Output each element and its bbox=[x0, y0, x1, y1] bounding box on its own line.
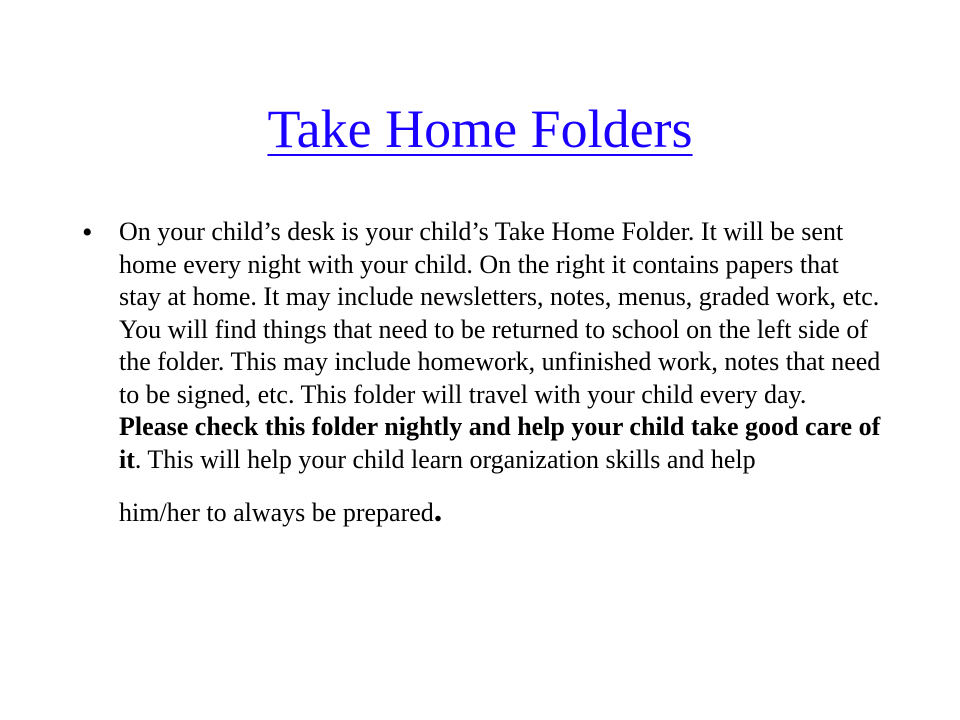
bullet-text-tail-line bbox=[119, 492, 882, 530]
bullet-text-bold: Please check this folder nightly and help your child take good care of it bbox=[119, 412, 881, 474]
title-link[interactable]: Take Home Folders bbox=[267, 99, 693, 159]
bullet-text bbox=[119, 216, 882, 530]
bullet-text-tail: him/her to always be prepared bbox=[119, 498, 434, 527]
bullet-text-part2: . This will help your child learn organization skills and help bbox=[134, 444, 756, 474]
bullet-text-part1: On your child’s desk is your child’s Take Home Folder. It will be sent home every night with your child. On the right it contains papers that stay at home. It may include newsletters, notes, menus, graded work, etc. You will find things that need to be returned to school on the left side of the folder. This may include homework, unfinished work, notes that need to be signed, etc. This folder will travel with your child every day. bbox=[119, 217, 881, 409]
slide-title bbox=[0, 96, 960, 162]
bullet-icon: • bbox=[82, 216, 93, 249]
bullet-text-tail-period: . bbox=[433, 492, 443, 529]
